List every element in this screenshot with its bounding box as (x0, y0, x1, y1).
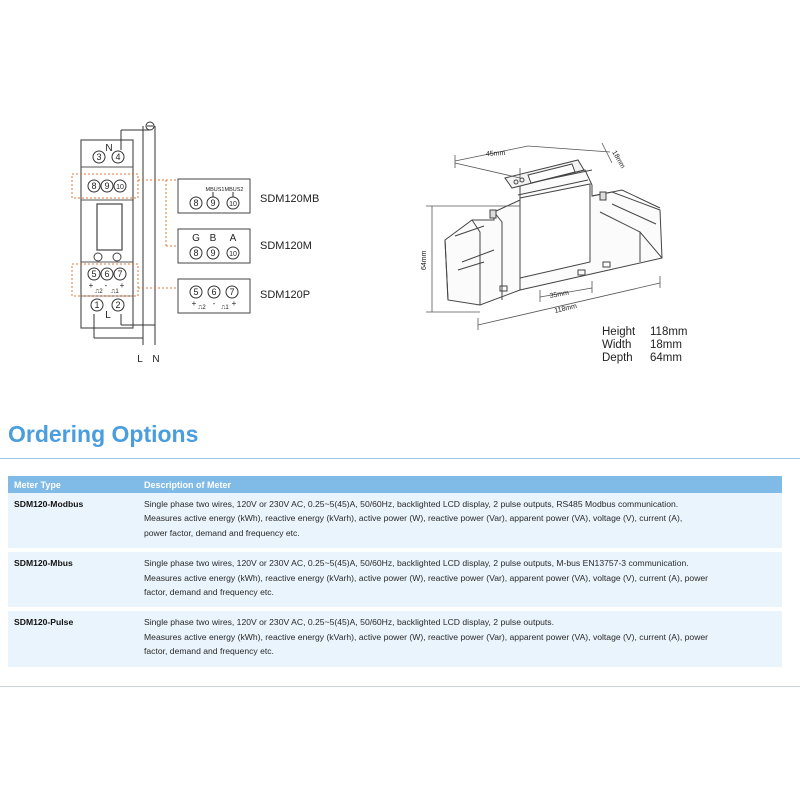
variant-mb (178, 179, 319, 213)
dimension-row-width (602, 339, 688, 352)
terminal-8-label: 8 (91, 181, 97, 191)
p-pulse-glyph-2: ⎍2 (198, 305, 206, 311)
meter-type-cell: SDM120-Mbus (8, 552, 138, 607)
description-cell (138, 493, 782, 548)
description-cell (138, 611, 782, 666)
dimension-value: 118mm (650, 326, 688, 338)
description-line: Single phase two wires, 120V or 230V AC, 0.25~5(45)A, 50/60Hz, backlighted LCD display, 2 pulse outputs, RS485 Modbus communication. (144, 499, 679, 509)
terminal-5-label: 5 (91, 269, 97, 279)
dim-length-label: 118mm (553, 302, 578, 315)
dimension-row-depth (602, 352, 688, 365)
description-line: power factor, demand and frequency etc. (144, 527, 300, 538)
title-divider (0, 458, 800, 459)
header-description: Description of Meter (138, 476, 782, 493)
p-terminal-6: 6 (211, 287, 217, 297)
neutral-label: N (105, 143, 113, 154)
m-letter-b: B (209, 233, 217, 244)
p-sign-2: - (212, 299, 216, 308)
terminal-7-label: 7 (117, 269, 123, 279)
terminal-1-label: 1 (94, 300, 100, 310)
terminal-3-label: 3 (96, 152, 102, 162)
description-line: Single phase two wires, 120V or 230V AC, 0.25~5(45)A, 50/60Hz, backlighted LCD display, 2 pulse outputs. (144, 617, 554, 628)
description-line: factor, demand and frequency etc. (144, 646, 274, 657)
meter-type-cell: SDM120-Pulse (8, 611, 138, 666)
description-line: Single phase two wires, 120V or 230V AC, 0.25~5(45)A, 50/60Hz, backlighted LCD display, 2 pulse outputs, M-bus EN13757-3 communication. (144, 558, 689, 569)
dimension-value: 64mm (650, 352, 682, 364)
mb-sublabel-2: MBUS2 (224, 187, 244, 193)
dimension-value: 18mm (650, 339, 682, 351)
variant-p (178, 279, 310, 313)
line-n-label: N (152, 354, 160, 365)
m-terminal-10: 10 (229, 251, 237, 258)
ordering-table (8, 476, 782, 667)
pulse-glyph-1: ⎍1 (111, 289, 119, 295)
description-line: Measures active energy (kWh), reactive energy (kVarh), active power (W), reactive power (Var), apparent power (VA), voltage (V), current (A), (144, 513, 683, 524)
dim-inner-label: 35mm (549, 289, 570, 300)
pulse-sign-2: - (104, 281, 108, 290)
variant-m (178, 229, 312, 263)
variant-m-name: SDM120M (260, 240, 312, 252)
pulse-glyph-2: ⎍2 (95, 289, 103, 295)
m-terminal-9: 9 (210, 248, 216, 258)
section-title: Ordering Options (8, 421, 199, 447)
table-row (8, 611, 782, 666)
p-terminal-5: 5 (193, 287, 199, 297)
pulse-sign-1: + (88, 281, 94, 290)
mb-sublabel-1: MBUS1 (205, 187, 225, 193)
lcd-window (97, 204, 122, 250)
dimension-label: Height (602, 326, 636, 338)
table-row (8, 493, 782, 548)
description-cell (138, 552, 782, 607)
p-sign-3: + (231, 299, 237, 308)
bottom-divider (0, 686, 800, 687)
header-meter-type: Meter Type (8, 476, 138, 493)
variant-p-name: SDM120P (260, 289, 311, 301)
m-terminal-8: 8 (193, 248, 199, 258)
m-letter-a: A (229, 233, 237, 244)
table-row (8, 552, 782, 607)
p-pulse-glyph-1: ⎍1 (221, 305, 229, 311)
dimensions-table (602, 326, 688, 365)
technical-drawing (426, 143, 662, 330)
dimension-label: Depth (602, 352, 633, 364)
table-header-row (8, 476, 782, 493)
mb-terminal-10: 10 (229, 201, 237, 208)
terminal-6-label: 6 (104, 269, 110, 279)
dim-width-label: 45mm (485, 149, 506, 158)
dim-height-label: 64mm (421, 250, 428, 270)
description-line: Measures active energy (kWh), reactive energy (kVarh), active power (W), reactive power (Var), apparent power (VA), voltage (V), current (A), power (144, 631, 709, 642)
mb-terminal-9: 9 (210, 198, 216, 208)
p-sign-1: + (191, 299, 197, 308)
terminal-10-label: 10 (116, 184, 124, 191)
dimension-label: Width (602, 339, 632, 351)
dim-depth-label: 18mm (610, 149, 627, 170)
p-terminal-7: 7 (229, 287, 235, 297)
terminal-2-label: 2 (115, 300, 121, 310)
dimension-row-height (602, 326, 688, 339)
mb-terminal-8: 8 (193, 198, 199, 208)
description-line: Measures active energy (kWh), reactive energy (kVarh), active power (W), reactive power (Var), apparent power (VA), voltage (V), current (A), power (144, 572, 709, 583)
terminal-9-label: 9 (104, 181, 110, 191)
variant-mb-name: SDM120MB (260, 193, 320, 205)
pulse-sign-3: + (119, 281, 125, 290)
description-line: factor, demand and frequency etc. (144, 587, 274, 598)
line-l-label: L (137, 354, 143, 365)
meter-type-cell: SDM120-Modbus (8, 493, 138, 548)
line-terminal-label: L (105, 310, 111, 321)
m-letter-g: G (192, 233, 200, 244)
terminal-4-label: 4 (115, 152, 121, 162)
wiring-diagram (72, 122, 178, 345)
